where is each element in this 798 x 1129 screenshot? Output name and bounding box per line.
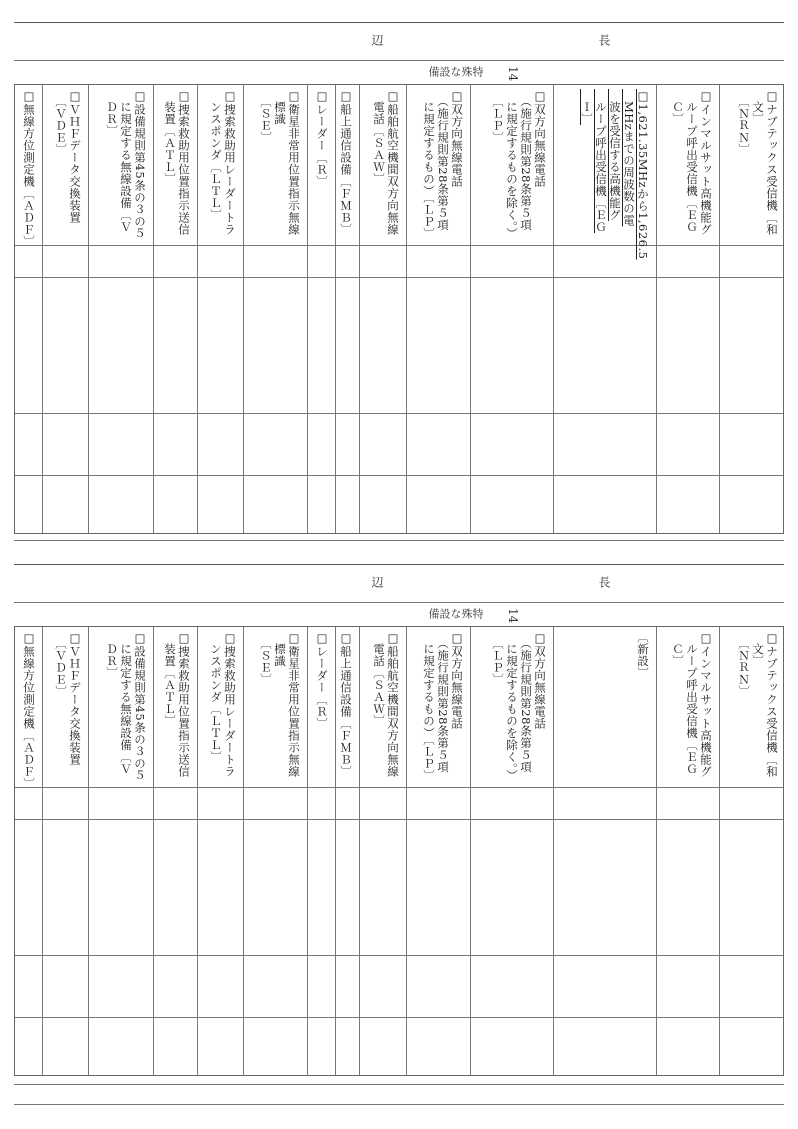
equipment-item: □双方向無線電話 （施行規則第28条第５項 に規定するものを除く。） 〔ＬＰ〕 — [491, 89, 547, 240]
column-divider — [359, 627, 360, 1075]
equipment-item: □船舶航空機間双方向無線 電話〔ＳＡＷ〕 — [372, 631, 400, 778]
column-divider — [553, 85, 554, 533]
top-rule — [14, 564, 784, 565]
page-bottom-rule — [14, 1104, 784, 1105]
row-divider — [15, 277, 783, 278]
bottom-rule — [14, 1084, 784, 1085]
column-divider — [197, 627, 198, 1075]
column-divider — [470, 85, 471, 533]
section-number: 14 — [506, 608, 520, 624]
column-divider — [470, 627, 471, 1075]
equipment-grid — [14, 626, 784, 1076]
equipment-item: □ＶＨＦデータ交換装置 〔ＶＤＥ〕 — [54, 631, 82, 766]
section-title: 特殊な設備 — [427, 66, 484, 77]
equipment-item: □インマルサット高機能グ ループ呼出受信機〔ＥＧ Ｃ〕 — [671, 631, 713, 778]
column-divider — [42, 85, 43, 533]
equipment-item: □捜索救助用レーダートラ ンスポンダ〔ＬＴＬ〕 — [209, 631, 237, 778]
equipment-item: □双方向無線電話 （施行規則第28条第５項 に規定するものを除く。） 〔ＬＰ〕 — [491, 631, 547, 782]
column-divider — [359, 85, 360, 533]
top-rule — [14, 22, 784, 23]
column-divider — [406, 627, 407, 1075]
column-divider — [153, 85, 154, 533]
equipment-item: □ナブテックス受信機〔和 文〕 〔ＮＲＮ〕 — [737, 631, 779, 778]
column-divider — [88, 627, 89, 1075]
equipment-item: □設備規則第45条の３の５ に規定する無線設備〔Ｖ ＤＲ〕 — [105, 89, 147, 240]
column-divider — [335, 627, 336, 1075]
column-divider — [656, 627, 657, 1075]
row-divider — [15, 955, 783, 956]
row-divider — [15, 787, 783, 788]
equipment-item: □衛星非常用位置指示無線 標識 〔ＳＥ〕 — [259, 89, 301, 236]
equipment-grid — [14, 84, 784, 534]
row-divider — [15, 245, 783, 246]
header-short-side: 辺 — [370, 576, 384, 588]
header-long-side: 長 — [597, 576, 611, 588]
row-divider — [15, 475, 783, 476]
equipment-item: □ＶＨＦデータ交換装置 〔ＶＤＥ〕 — [54, 89, 82, 224]
section-number: 14 — [506, 66, 520, 82]
equipment-item: □インマルサット高機能グ ループ呼出受信機〔ＥＧ Ｃ〕 — [671, 89, 713, 236]
row-divider — [15, 1017, 783, 1018]
column-divider — [553, 627, 554, 1075]
equipment-item: □無線方位測定機〔ＡＤＦ〕 — [22, 89, 36, 248]
equipment-item: □捜索救助用位置指示送信 装置〔ＡＴＬ〕 — [163, 89, 191, 236]
equipment-item: □ナブテックス受信機〔和 文〕 〔ＮＲＮ〕 — [737, 89, 779, 236]
row-divider — [15, 819, 783, 820]
column-divider — [42, 627, 43, 1075]
column-divider — [243, 85, 244, 533]
column-divider — [656, 85, 657, 533]
equipment-item: □無線方位測定機〔ＡＤＦ〕 — [22, 631, 36, 790]
equipment-item: □捜索救助用位置指示送信 装置〔ＡＴＬ〕 — [163, 631, 191, 778]
equipment-item: □捜索救助用レーダートラ ンスポンダ〔ＬＴＬ〕 — [209, 89, 237, 236]
equipment-item: □船舶航空機間双方向無線 電話〔ＳＡＷ〕 — [372, 89, 400, 236]
column-divider — [719, 85, 720, 533]
column-divider — [719, 627, 720, 1075]
column-divider — [243, 627, 244, 1075]
equipment-item: □船上通信設備〔ＦＭＢ〕 — [339, 89, 353, 236]
equipment-item: □レーダー〔Ｒ〕 — [315, 89, 329, 188]
equipment-item: □1,621.35MHzから1,626.5 MHzまでの周波数の電 波を受信する高機能グ ループ呼出受信機〔ＥＧ Ｉ〕 — [580, 89, 650, 260]
header-rule — [14, 60, 784, 61]
equipment-item: □レーダー〔Ｒ〕 — [315, 631, 329, 730]
header-long-side: 長 — [597, 34, 611, 46]
bottom-rule — [14, 540, 784, 541]
equipment-item: □設備規則第45条の３の５ に規定する無線設備〔Ｖ ＤＲ〕 — [105, 631, 147, 782]
upper-form — [14, 0, 784, 548]
column-divider — [406, 85, 407, 533]
column-divider — [307, 627, 308, 1075]
equipment-item: □衛星非常用位置指示無線 標識 〔ＳＥ〕 — [259, 631, 301, 778]
row-divider — [15, 413, 783, 414]
column-divider — [197, 85, 198, 533]
equipment-item: □船上通信設備〔ＦＭＢ〕 — [339, 631, 353, 778]
equipment-item: 〔新設〕 — [636, 631, 650, 679]
header-short-side: 辺 — [370, 34, 384, 46]
section-title: 特殊な設備 — [427, 608, 484, 619]
column-divider — [307, 85, 308, 533]
header-rule — [14, 602, 784, 603]
equipment-item: □双方向無線電話 （施行規則第28条第５項 に規定するもの）〔ＬＰ〕 — [422, 631, 464, 782]
column-divider — [88, 85, 89, 533]
lower-form — [14, 542, 784, 1102]
equipment-item: □双方向無線電話 （施行規則第28条第５項 に規定するもの）〔ＬＰ〕 — [422, 89, 464, 240]
column-divider — [153, 627, 154, 1075]
column-divider — [335, 85, 336, 533]
